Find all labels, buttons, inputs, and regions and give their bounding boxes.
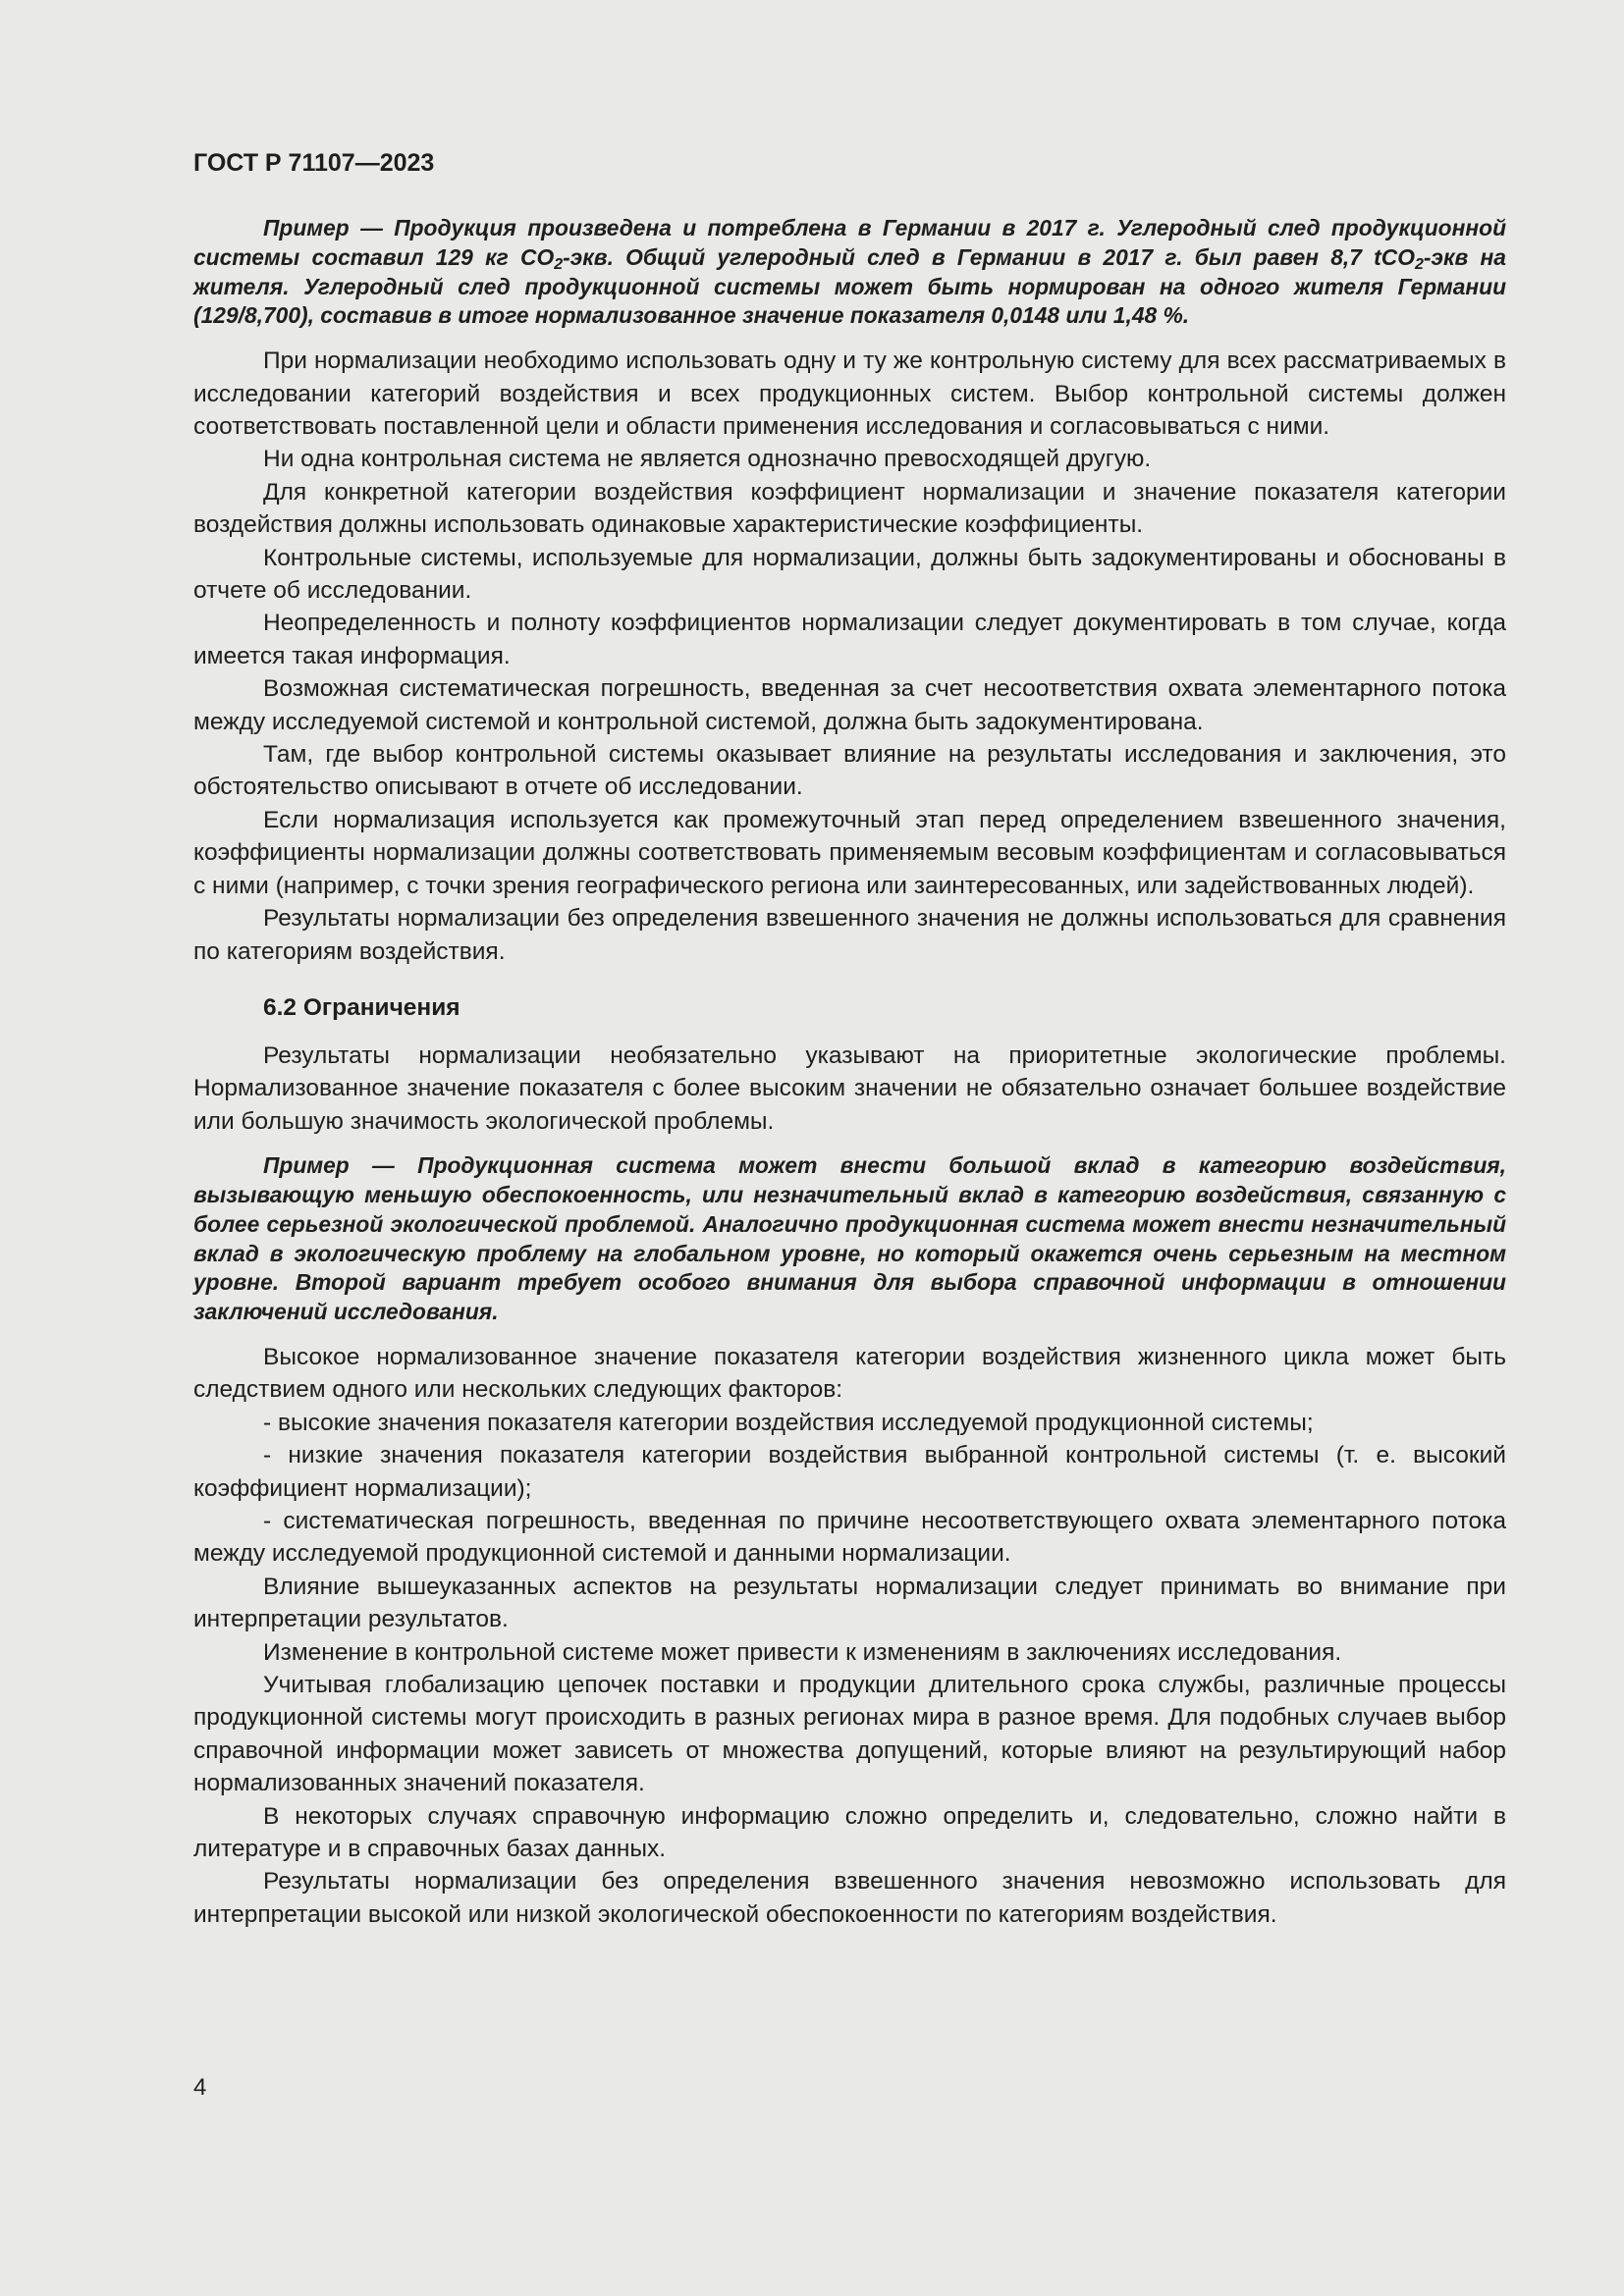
body-paragraph: Результаты нормализации необязательно указывают на приоритетные экологические проблемы. Нормализованное значение показателя с более высоким значении не обязательно означает большее воздействие или большую значимость экологической проблемы. <box>193 1041 1506 1135</box>
example-paragraph: Пример — Продукционная система может внести большой вклад в категорию воздействия, вызывающую меньшую обеспокоенность, или незначительный вклад в категорию воздействия, связанную с более серьезной экологической проблемой. Аналогично продукционная система может внести незначительный вклад в экологическую проблему на глобальном уровне, но который окажется очень серьезным на местном уровне. Второй вариант требует особого внимания для выбора справочной информации в отношении заключений исследования. <box>193 1152 1506 1325</box>
body-paragraph: Результаты нормализации без определения взвешенного значения невозможно использовать для интерпретации высокой или низкой экологической обеспокоенности по категориям воздействия. <box>193 1868 1506 1928</box>
body-paragraph: Контрольные системы, используемые для нормализации, должны быть задокументированы и обоснованы в отчете об исследовании. <box>193 544 1506 605</box>
list-item: - низкие значения показателя категории воздействия выбранной контрольной системы (т. е. высокий коэффициент нормализации); <box>193 1442 1506 1502</box>
example-text: -экв. Общий углеродный след в Германии в 2017 г. был равен 8,7 tCO <box>563 243 1415 270</box>
page-number: 4 <box>193 2074 207 2101</box>
list-item: - высокие значения показателя категории воздействия исследуемой продукционной системы; <box>263 1409 1314 1436</box>
body-paragraph: Изменение в контрольной системе может привести к изменениям в заключениях исследования. <box>263 1638 1342 1666</box>
body-paragraph: Ни одна контрольная система не является однозначно превосходящей другую. <box>263 446 1152 473</box>
section-title: 6.2 Ограничения <box>263 993 460 1021</box>
document-header: ГОСТ Р 71107—2023 <box>193 149 435 177</box>
subscript: 2 <box>554 255 564 273</box>
body-paragraph: Если нормализация используется как промежуточный этап перед определением взвешенного значения, коэффициенты нормализации должны соответствовать применяемым весовым коэффициентам и согласовываться с ними (например, с точки зрения географического региона или заинтересованных, или задействованных людей). <box>193 806 1506 899</box>
body-paragraph: Для конкретной категории воздействия коэффициент нормализации и значение показателя категории воздействия должны использовать одинаковые характеристические коэффициенты. <box>193 478 1506 539</box>
body-paragraph: Неопределенность и полноту коэффициентов нормализации следует документировать в том случае, когда имеется такая информация. <box>193 610 1506 669</box>
example-text: Пример — Продукция произведена и потреблена в Германии в 2017 г. Углеродный след продукционной системы составил 129 кг CO <box>193 215 1506 270</box>
body-paragraph: Влияние вышеуказанных аспектов на результаты нормализации следует принимать во внимание при интерпретации результатов. <box>193 1573 1506 1633</box>
list-item: - систематическая погрешность, введенная по причине несоответствующего охвата элементарного потока между исследуемой продукционной системой и данными нормализации. <box>193 1507 1506 1568</box>
subscript: 2 <box>1414 255 1424 273</box>
body-paragraph: В некоторых случаях справочную информацию сложно определить и, следовательно, сложно найти в литературе и в справочных базах данных. <box>193 1802 1506 1862</box>
body-paragraph: Результаты нормализации без определения взвешенного значения не должны использоваться для сравнения по категориям воздействия. <box>193 905 1506 965</box>
body-paragraph: Учитывая глобализацию цепочек поставки и продукции длительного срока службы, различные процессы продукционной системы могут происходить в разных регионах мира в разное время. Для подобных случаев выбор справочной информации может зависеть от множества допущений, которые влияют на результирующий набор нормализованных значений показателя. <box>193 1671 1506 1797</box>
body-paragraph: При нормализации необходимо использовать одну и ту же контрольную систему для всех рассматриваемых в исследовании категорий воздействия и всех продукционных систем. Выбор контрольной системы должен соответствовать поставленной цели и области применения исследования и согласовываться с ними. <box>193 347 1506 440</box>
body-paragraph: Там, где выбор контрольной системы оказывает влияние на результаты исследования и заключения, это обстоятельство описывают в отчете об исследовании. <box>193 741 1506 801</box>
example-paragraph <box>193 214 1506 331</box>
body-paragraph: Высокое нормализованное значение показателя категории воздействия жизненного цикла может быть следствием одного или нескольких следующих факторов: <box>193 1343 1506 1404</box>
example-text: -экв на жителя. Углеродный след продукционной системы может быть нормирован на одного жителя Германии (129/8,700), составив в итоге нормализованное значение показателя 0,0148 или 1,48 %. <box>193 243 1506 329</box>
body-paragraph: Возможная систематическая погрешность, введенная за счет несоответствия охвата элементарного потока между исследуемой системой и контрольной системой, должна быть задокументирована. <box>193 675 1506 735</box>
